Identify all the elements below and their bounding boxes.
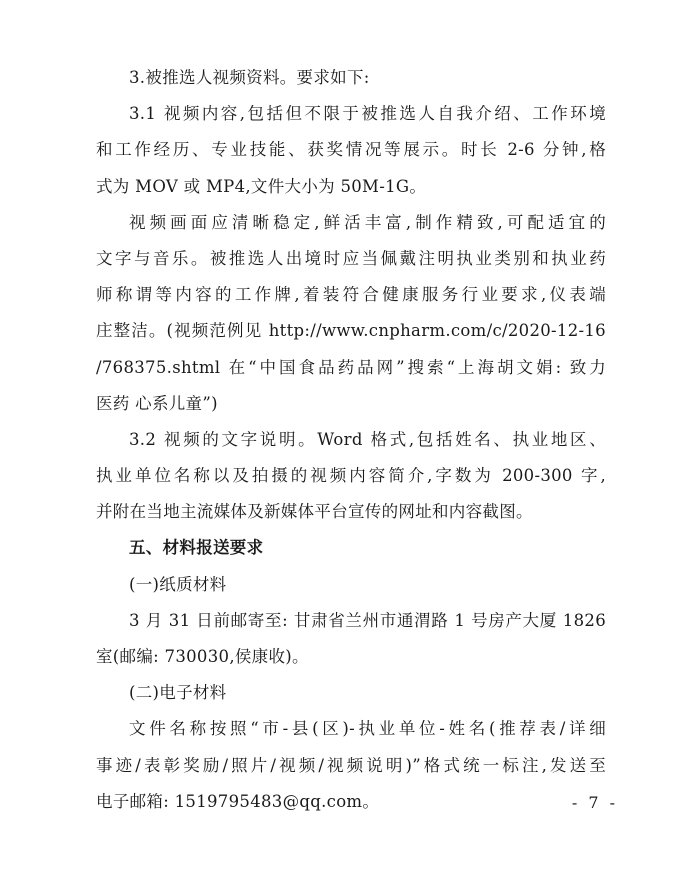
- document-body: [96, 60, 606, 820]
- subsection-heading: (一)纸质材料: [129, 574, 227, 594]
- paragraph-line: 3.2 视频的文字说明。Word 格式,包括姓名、执业地区、: [129, 429, 606, 449]
- paragraph-line: 视频画面应清晰稳定,鲜活丰富,制作精致,可配适宜的: [129, 212, 606, 232]
- paragraph-line-email: 电子邮箱: 1519795483@qq.com。: [96, 791, 380, 811]
- section-heading: 五、材料报送要求: [129, 538, 264, 558]
- paragraph-line-mailing-address: 3 月 31 日前邮寄至: 甘肃省兰州市通渭路 1 号房产大厦 1826: [129, 610, 606, 630]
- paragraph-line: 事迹/表彰奖励/照片/视频/视频说明)”格式统一标注,发送至: [96, 755, 606, 775]
- paragraph-line: 文字与音乐。被推选人出境时应当佩戴注明执业类别和执业药: [96, 248, 606, 268]
- paragraph-line: 3.1 视频内容,包括但不限于被推选人自我介绍、工作环境: [129, 104, 606, 124]
- paragraph-line: 和工作经历、专业技能、获奖情况等展示。时长 2-6 分钟,格: [96, 140, 606, 160]
- paragraph-line: 文件名称按照“市-县(区)-执业单位-姓名(推荐表/详细: [129, 719, 606, 739]
- paragraph-line: 并附在当地主流媒体及新媒体平台宣传的网址和内容截图。: [96, 502, 533, 522]
- paragraph-line-with-url: 庄整洁。(视频范例见 http://www.cnpharm.com/c/2020-12-16: [96, 321, 606, 341]
- subsection-heading: (二)电子材料: [129, 683, 227, 703]
- page-number: - 7 -: [571, 793, 618, 812]
- paragraph-line: 师称谓等内容的工作牌,着装符合健康服务行业要求,仪表端: [96, 285, 606, 305]
- paragraph-line: 室(邮编: 730030,侯康收)。: [96, 647, 309, 666]
- paragraph-line-with-url: /768375.shtml 在“中国食品药品网”搜索“上海胡文娟: 致力: [96, 357, 606, 377]
- paragraph-line: 执业单位名称以及拍摄的视频内容简介,字数为 200-300 字,: [96, 466, 606, 486]
- paragraph-line-video-requirements: 3.被推选人视频资料。要求如下:: [129, 68, 370, 87]
- paragraph-line: 医药 心系儿童”): [96, 393, 218, 413]
- paragraph-line: 式为 MOV 或 MP4,文件大小为 50M-1G。: [96, 176, 427, 196]
